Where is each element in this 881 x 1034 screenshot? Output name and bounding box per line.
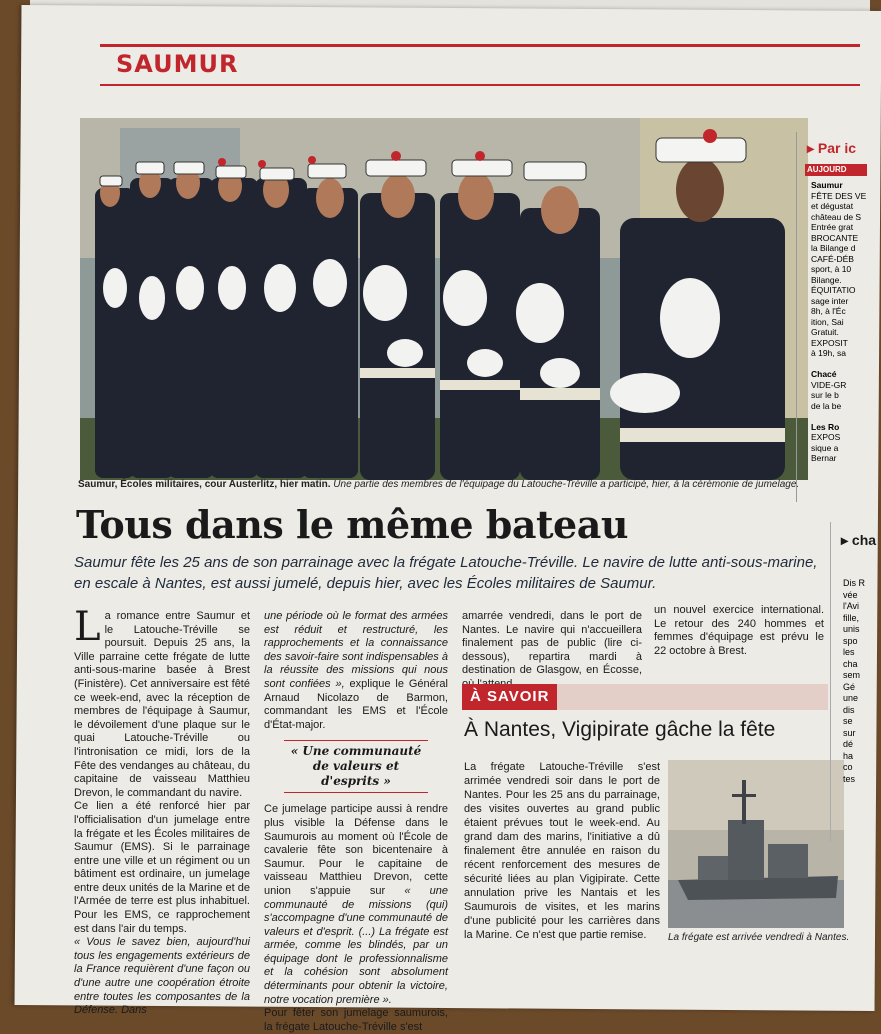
- second-sidebar-line: dis: [843, 704, 855, 715]
- section-title: SAUMUR: [116, 50, 239, 78]
- second-sidebar-line: cha: [843, 658, 858, 669]
- agenda-line: [811, 411, 865, 422]
- agenda-line: [811, 359, 865, 370]
- frigate-photo: [668, 760, 844, 928]
- savoir-tag: À SAVOIR: [462, 684, 557, 710]
- col2-paragraph-2b: « une communauté de missions (qui) s'accompagne d'une communauté de valeurs et d'esprit. (...) La frégate est armée, comme les blindés, par un équipage dont le professionnalisme et la cohésion sont absolument déterminants pour obtenir la victoire, notre vocation première ».: [264, 884, 449, 1006]
- second-sidebar-line: fille,: [843, 612, 860, 623]
- second-sidebar-line: ha: [843, 750, 854, 761]
- second-sidebar-line: Gé: [843, 681, 856, 692]
- article-headline: Tous dans le même bateau: [76, 502, 628, 547]
- savoir-banner: [462, 684, 828, 710]
- savoir-text: La frégate Latouche-Tréville s'est arrimée vendredi soir dans le port de Nantes. Pour les 25 ans du parrainage, des visites ouvertes au grand public étaient prévues tout le week-end. Au grand dam des marins, l'initiative a dû finalement être annulée en raison du récent renforcement des mesures de sécurité liées au plan Vigipirate. Cette annulation prive les Nantais et les Saumurois de visites, et les marins d'une publicité pour les carrières dans la Marine. Ce n'est que partie remise.: [464, 761, 660, 941]
- agenda-line: Les Ro: [811, 421, 840, 432]
- second-sidebar-title-text: cha: [851, 532, 877, 548]
- sailors-illustration: [80, 118, 808, 480]
- second-sidebar-line: les: [843, 647, 855, 657]
- agenda-line: EXPOSIT: [811, 337, 848, 348]
- agenda-line: de la be: [811, 400, 842, 411]
- agenda-line: sport, à 10: [811, 264, 852, 274]
- col1-paragraph-3: « Vous le savez bien, aujourd'hui tous les engagements extérieurs de la France requièrent d'une façon ou d'une autre une coopération étroite entre toutes les composantes de la Défense. Dans: [74, 936, 250, 1017]
- agenda-line: château de S: [811, 211, 862, 222]
- section-rule-top: [100, 44, 860, 47]
- section-rule-bottom: [100, 84, 860, 86]
- col1-paragraph-1: a romance entre Saumur et le Latouche-Tréville se poursuit. Depuis 25 ans, la Ville parraine cette frégate de lutte anti-sous-marine basée à Brest (Finistère). Cet anniversaire est fêté ce week-end, avec la réception de membres de l'équipage à Saumur, le dévoilement d'une plaque sur le quai Latouche-Tréville ou l'intronisation ce midi, lors de la Fête des vendanges au château, du capitaine de vaisseau Matthieu Drevon, le commandant du navire.: [74, 610, 250, 799]
- agenda-tag: AUJOURD: [805, 164, 867, 176]
- savoir-headline: À Nantes, Vigipirate gâche la fête: [464, 718, 776, 741]
- frigate-caption: La frégate est arrivée vendredi à Nantes.: [668, 932, 850, 943]
- col2-quote: une période où le format des armées est réduit et restructuré, les rapprochements et la connaissance des savoir-faire sont indispensables à la réussite des missions qui nous sont confiées »,: [264, 610, 448, 690]
- agenda-line: ition, Sai: [811, 316, 844, 327]
- caption-description: Une partie des membres de l'équipage du Latouche-Tréville a participé, hier, à la cérémonie de jumelage.: [333, 479, 800, 490]
- second-sidebar-line: vée: [843, 589, 858, 600]
- agenda-line: 8h, à l'Éc: [811, 306, 846, 316]
- section-header: [100, 40, 880, 88]
- second-sidebar-arrow-icon: ▸: [841, 532, 849, 548]
- article-column-1: [74, 604, 250, 1018]
- agenda-line: sur le b: [811, 390, 839, 400]
- agenda-line: Bernar: [811, 453, 837, 463]
- agenda-line: Chacé: [811, 369, 837, 379]
- agenda-line: VIDE-GR: [811, 379, 847, 390]
- second-sidebar-line: Dis R: [843, 578, 865, 588]
- second-sidebar-line: l'Avi: [843, 601, 860, 611]
- second-sidebar-line: co: [843, 762, 853, 772]
- second-sidebar-line: sur: [843, 727, 856, 738]
- agenda-line: BROCANTE: [811, 232, 859, 243]
- agenda-line: à 19h, sa: [811, 348, 846, 358]
- article-column-2: [264, 610, 448, 1034]
- agenda-line: EXPOS: [811, 432, 841, 442]
- agenda-line: Gratuit.: [811, 327, 839, 337]
- agenda-lines: [811, 180, 865, 464]
- agenda-line: et dégustat: [811, 201, 854, 211]
- col4-paragraph-1: un nouvel exercice international. Le retour des 240 hommes et femmes d'équipage est prévu le 22 octobre à Brest.: [654, 604, 824, 657]
- agenda-sidebar: [796, 132, 865, 502]
- drop-cap: L: [74, 604, 101, 650]
- second-sidebar-lines: [843, 578, 865, 785]
- frigate-illustration: [668, 760, 844, 928]
- second-sidebar-line: unis: [843, 624, 860, 634]
- agenda-line: Saumur: [811, 180, 843, 190]
- caption-location: Saumur, Écoles militaires, cour Austerlitz, hier matin.: [78, 479, 331, 490]
- agenda-title-text: Par ic: [817, 140, 857, 156]
- col2-attribution: explique le Général Arnaud Nicolazo de Barmon, commandant les EMS et l'École d'État-major.: [264, 677, 448, 731]
- agenda-arrow-icon: ▸: [807, 140, 818, 156]
- col2-paragraph-2a: Ce jumelage participe aussi à rendre plus visible la Défense dans le Saumurois au moment où l'École de cavalerie fête son bicentenaire à Saumur. Pour le capitaine de vaisseau Matthieu Drevon, cette union s'appuie sur: [264, 803, 448, 897]
- agenda-line: FÊTE DES VE: [811, 190, 867, 201]
- agenda-line: ÉQUITATIO: [811, 285, 856, 295]
- agenda-title: [807, 140, 856, 157]
- second-sidebar-title: [841, 532, 876, 549]
- photo-caption: [78, 479, 808, 490]
- agenda-line: sage inter: [811, 295, 849, 306]
- col1-paragraph-2: Ce lien a été renforcé hier par l'officialisation d'un jumelage entre la frégate et les Écoles militaires de Saumur (EMS). Si le parrainage entre une ville et un régiment ou un bâtiment est ordinaire, un jumelage entre deux unités de la Marine et de l'Armée de terre est plus inhabituel. Pour les EMS, ce rapprochement est dans l'air du temps.: [74, 800, 250, 935]
- article-column-4: [654, 604, 824, 658]
- second-sidebar-line: dé: [843, 739, 854, 749]
- col3-paragraph-1: amarrée vendredi, dans le port de Nantes. Le navire qui n'accueillera finalement pas de public (lire ci-dessous), repartira mardi à destination de Glasgow, en Écosse,: [462, 610, 642, 677]
- second-sidebar: [830, 522, 877, 842]
- second-sidebar-line: spo: [843, 635, 858, 646]
- second-sidebar-line: sem: [843, 670, 861, 680]
- agenda-line: sique a: [811, 442, 839, 453]
- second-sidebar-line: une: [843, 693, 859, 703]
- agenda-line: CAFÉ-DÉB: [811, 253, 854, 264]
- pull-quote: « Une communauté de valeurs et d'esprits »: [284, 740, 428, 793]
- col2-paragraph-3: Pour fêter son jumelage saumurois, la frégate Latouche-Tréville s'est: [264, 1007, 448, 1033]
- article-column-3: [462, 610, 642, 692]
- agenda-line: Bilange.: [811, 274, 842, 285]
- agenda-line: Entrée grat: [811, 222, 854, 232]
- article-lede: Saumur fête les 25 ans de son parrainage avec la frégate Latouche-Tréville. Le navire de lutte anti-sous-marine, en escale à Nantes, est aussi jumelé, depuis hier, avec les Écoles militaires de Saumur.: [74, 554, 818, 592]
- agenda-line: la Bilange d: [811, 243, 856, 253]
- second-sidebar-line: tes: [843, 773, 856, 784]
- sailors-photo: [80, 118, 808, 480]
- second-sidebar-line: se: [843, 716, 853, 726]
